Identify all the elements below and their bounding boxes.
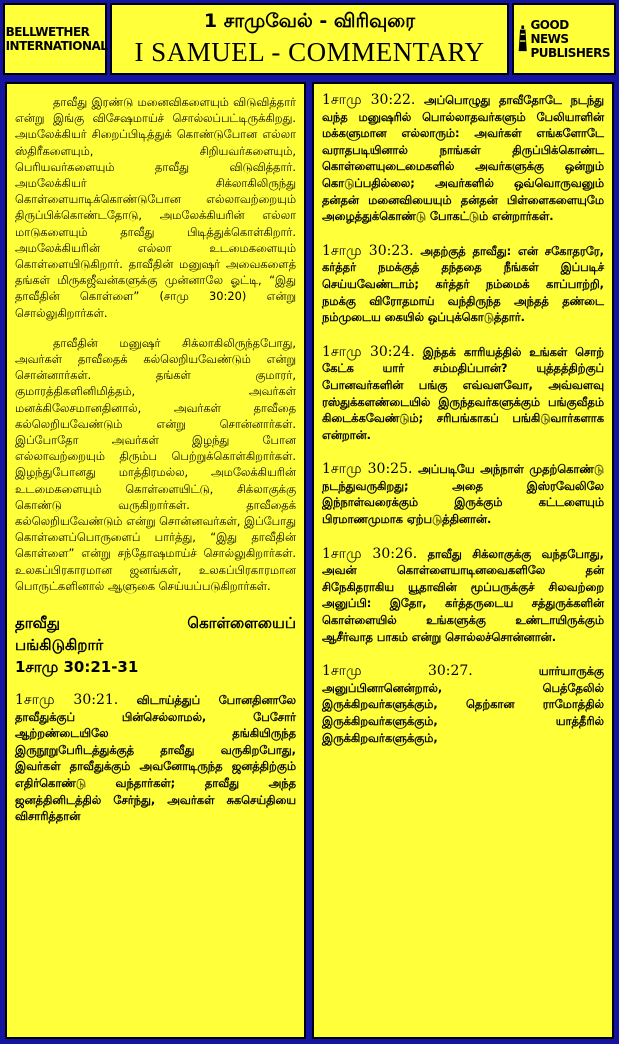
left-column	[5, 82, 306, 1039]
verse-paragraph	[322, 92, 604, 225]
verse-text: இந்தக் காரியத்தில் உங்கள் சொற் கேட்க யார் சம்மதிப்பான்? யுத்தத்திற்குப் போனவர்களின் பங்கு எவ்வளவோ, அவ்வளவு ரஸ்துக்களண்டையில் இருந்தவர்களுக்கும் பங்குவீதம் கிடைக்கவேண்டும்; சரிபங்காகப் பங்கிடுவார்களாக என்றான்.	[322, 344, 605, 442]
right-column	[312, 82, 614, 1039]
verse-paragraph	[322, 461, 604, 527]
title-tamil: 1 சாமுவேல் - விரிவுரை	[203, 10, 416, 32]
commentary-paragraph-1: தாவீது இரண்டு மனைவிகளையும் விடுவித்தார் என்று இங்கு விசேஷமாய்ச் சொல்லப்பட்டிருக்கிறது. அமலேக்கியர் சிறைப்பிடித்துக் கொண்டுபோன எல்லா ஸ்திரீகளையும், சிறியவர்களையும், பெரியவர்களையும் தாவீது விடுவித்தார். அமலேக்கியர் சிக்லாகிலிருந்து கொள்ளையாடிக்கொண்டுபோன எல்லாவற்றையும் திருப்பிக்கொண்டதோடு, அமலேக்கியரின் எல்லா மாடுகளையும் தாவீது பிடித்துக்கொள்கிறார். அமலேக்கியரின் எல்லா உடமைகளையும் கொள்ளையிடுகிறார். தாவீதின் மனுஷர் அவைகளைத் தங்கள் மிருகஜீவன்களுக்கு முன்னாலே ஓட்டி, “இது தாவீதின் கொள்ளை” (சாமு 30:20) என்று சொல்லுகிறார்கள்.	[15, 95, 296, 320]
verse-paragraph	[15, 692, 296, 825]
verse-text: விடாய்த்துப் போனதினாலே தாவீதுக்குப் பின்செல்லாமல், பேசோர் ஆற்றண்டையிலே தங்கியிருந்த இருநூறுபேரிடத்துக்குத் தாவீது வருகிறபோது, இவர்கள் தாவீதுக்கும் அவனோடிருந்த ஜனத்திற்கும் எதிர்கொண்டு வந்தார்கள்; தாவீது அந்த ஜனத்தினிடத்தில் சேர்ந்து, அவர்கள் சுகசெய்தியை விசாரித்தான்	[15, 693, 297, 824]
title-panel	[110, 3, 509, 75]
verse-reference: 1சாமு 30:25.	[322, 461, 413, 478]
heading-reference: 1சாமு 30:21-31	[15, 658, 139, 677]
heading-word-2: கொள்ளையைப்	[187, 614, 296, 633]
heading-line-2: பங்கிடுகிறார்	[15, 636, 104, 655]
verse-text: அதற்குத் தாவீது: என் சகோதரரே, கர்த்தர் நமக்குத் தந்ததை நீங்கள் இப்படிச் செய்யவேண்டாம்; கர்த்தர் நம்மைக் காப்பாற்றி, நமக்கு விரோதமாய் வந்திருந்த அந்தத் தண்டை நம்முடைய கையில் ஒப்புக்கொடுத்தார்.	[322, 243, 605, 325]
verse-text: யார்யாருக்கு அனுப்பினானென்றால், பெத்தேலில் இருக்கிறவர்களுக்கும், தெற்கான ராமோத்தில் இருக்கிறவர்களுக்கும், யாத்தீரில் இருக்கிறவர்களுக்கும்,	[322, 664, 604, 745]
verse-text: தாவீது சிக்லாகுக்கு வந்தபோது, அவன் கொள்ளையாடினவைகளிலே தன் சிநேகிதராகிய யூதாவின் மூப்பருக்குச் சிலவற்றை அனுப்பி: இதோ, கர்த்தருடைய சத்துருக்களின் கொள்ளையில் உங்களுக்கு உண்டாயிருக்கும் ஆசீர்வாத பாகம் என்று சொல்லச்சொன்னான்.	[322, 546, 604, 644]
logo-line1: BELLWETHER	[5, 25, 90, 39]
verse-paragraph	[322, 546, 604, 646]
verse-text: அப்பொழுது தாவீதோடே நடந்து வந்த மனுஷரில் பொல்லாதவர்களும் பேலியாளின் மக்களுமான எல்லாரும்: அவர்கள் எங்களோடே வராதபடியினால் நாங்கள் திருப்பிக்கொண்ட கொள்ளையுடைமைகளில் அவர்களுக்கு ஒன்றும் கொடுப்பதில்லை; அவர்களில் ஒவ்வொருவனும் தன்தன் மனைவியையும் தன்தன் பிள்ளைகளையுமே அழைத்துக்கொண்டு போகட்டும் என்றார்கள்.	[322, 93, 605, 224]
verse-paragraph	[322, 663, 604, 746]
verse-reference: 1சாமு 30:22.	[322, 92, 416, 108]
logo-line2: PUBLISHERS	[530, 46, 610, 60]
verse-reference: 1சாமு 30:21.	[15, 692, 119, 709]
verse-text: அப்படியே அந்நாள் முதற்கொண்டு நடந்துவருகிறது; அதை இஸ்ரவேலிலே இந்நாள்வரைக்கும் இருக்கும் கட்டளையும் பிரமாணமுமாக ஏற்படுத்தினான்.	[322, 462, 605, 527]
title-english: I SAMUEL - COMMENTARY	[134, 37, 485, 67]
logo-line2: INTERNATIONAL	[5, 39, 108, 53]
logo-line1: GOOD NEWS	[530, 18, 569, 46]
verse-paragraph	[322, 243, 604, 326]
verse-reference: 1சாமு 30:27.	[322, 663, 473, 680]
verse-paragraph	[322, 344, 604, 444]
good-news-logo	[512, 3, 616, 75]
bellwether-logo	[3, 3, 107, 75]
verse-reference: 1சாமு 30:24.	[322, 343, 415, 360]
commentary-paragraph-2: தாவீதின் மனுஷர் சிக்லாகிலிருந்தபோது, அவர்கள் தாவீதைக் கல்லெறியவேண்டும் என்று சொன்னார்கள். தங்கள் குமாரர், குமாரத்திகளினிமித்தம், அவர்கள் மனக்கிலேசமானதினால், அவர்கள் தாவீதை கல்லெறியவேண்டும் என்று சொன்னார்கள். இப்போதோ அவர்கள் இழந்து போன எல்லாவற்றையும் திரும்ப பெற்றுக்கொள்கிறார்கள். இழந்துபோனது மாத்திரமல்ல, அமலேக்கியரின் உடமைகளையும் கொள்ளையிட்டு, சிக்லாகுக்கு கொண்டு வருகிறார்கள். தாவீதைக் கல்லெறியவேண்டும் என்று சொன்னவர்கள், இப்போது கொள்ளைப்பொருளைப் பார்த்து, “இது தாவீதின் கொள்ளை” என்று சந்தோஷமாய்ச் சொல்லுகிறார்கள். உலகப்பிரகாரமான ஜனங்கள், உலகப்பிரகாரமான பொருட்களினால் ஆளுகை செய்யப்படுகிறார்கள்.	[15, 335, 296, 593]
lighthouse-icon	[518, 19, 527, 59]
heading-word-1: தாவீது	[15, 614, 60, 633]
verse-reference: 1சாமு 30:26.	[322, 545, 418, 562]
verse-reference: 1சாமு 30:23.	[322, 242, 414, 259]
page-header	[3, 3, 616, 75]
section-heading	[15, 612, 296, 678]
